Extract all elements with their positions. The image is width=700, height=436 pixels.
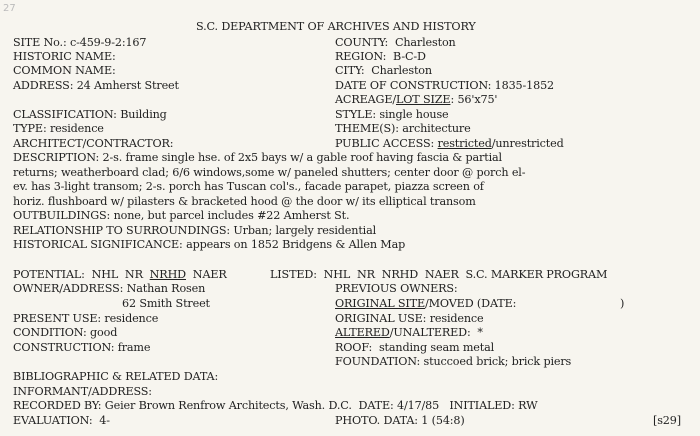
listed: LISTED: NHL NR NRHD NAER S.C. MARKER PROGRAM — [270, 268, 608, 281]
original-use: ORIGINAL USE: residence — [335, 312, 484, 325]
common-name: COMMON NAME: — [13, 64, 116, 77]
architect-contractor: ARCHITECT/CONTRACTOR: — [13, 137, 174, 150]
sheet-reference: [s29] — [653, 414, 681, 427]
construction: CONSTRUCTION: frame — [13, 341, 151, 354]
description-line: DESCRIPTION: 2-s. frame single hse. of 2x5 bays w/ a gable roof having fascia & partial — [13, 151, 502, 164]
present-use: PRESENT USE: residence — [13, 312, 159, 325]
county: COUNTY: Charleston — [335, 36, 456, 49]
original-site-moved — [335, 297, 516, 310]
address: ADDRESS: 24 Amherst Street — [13, 79, 179, 92]
acreage-prefix: ACREAGE/ — [335, 93, 396, 106]
acreage-value: : 56'x75' — [450, 93, 498, 106]
site-number: SITE No.: c-459-9-2:167 — [13, 36, 147, 49]
owner-address: OWNER/ADDRESS: Nathan Rosen — [13, 282, 206, 295]
potential — [13, 268, 227, 281]
relationship-to-surroundings: RELATIONSHIP TO SURROUNDINGS: Urban; largely residential — [13, 224, 377, 237]
public-access-label: PUBLIC ACCESS: — [335, 137, 438, 150]
public-access-restricted: restricted — [437, 137, 492, 150]
outbuildings: OUTBUILDINGS: none, but parcel includes #22 Amherst St. — [13, 209, 350, 222]
evaluation: EVALUATION: 4- — [13, 414, 110, 427]
description-line: horiz. flushboard w/ pilasters & bracketed hood @ the door w/ its elliptical transom — [13, 195, 476, 208]
themes — [335, 122, 471, 135]
foundation: FOUNDATION: stuccoed brick; brick piers — [335, 355, 572, 368]
condition: CONDITION: good — [13, 326, 118, 339]
moved-date: /MOVED (DATE: — [425, 297, 517, 310]
altered-unaltered — [335, 326, 483, 339]
card-header: S.C. DEPARTMENT OF ARCHIVES AND HISTORY — [196, 20, 476, 33]
public-access-unrestricted: /unrestricted — [491, 137, 564, 150]
historic-name: HISTORIC NAME: — [13, 50, 116, 63]
recorded-by: RECORDED BY: Geier Brown Renfrow Architects, Wash. D.C. DATE: 4/17/85 INITIALED: RW — [13, 399, 538, 412]
corner-tag: 27 — [3, 3, 16, 14]
moved-close: ) — [620, 297, 625, 310]
theme-value: architecture — [402, 122, 471, 135]
potential-nrhd: NRHD — [149, 268, 186, 281]
photo-data: PHOTO. DATA: 1 (54:8) — [335, 414, 465, 427]
region: REGION: B-C-D — [335, 50, 426, 63]
informant-address: INFORMANT/ADDRESS: — [13, 385, 152, 398]
potential-suffix: NAER — [186, 268, 227, 281]
public-access — [335, 137, 564, 150]
potential-prefix: POTENTIAL: NHL NR — [13, 268, 150, 281]
theme-prefix: THEME(S): — [335, 122, 403, 135]
original-site: ORIGINAL SITE — [335, 297, 425, 310]
altered: ALTERED — [335, 326, 390, 339]
city: CITY: Charleston — [335, 64, 432, 77]
lot-size-label: LOT SIZE — [395, 93, 451, 106]
description-line: ev. has 3-light transom; 2-s. porch has Tuscan col's., facade parapet, piazza screen of — [13, 180, 484, 193]
historical-significance: HISTORICAL SIGNIFICANCE: appears on 1852 Bridgens & Allen Map — [13, 238, 406, 251]
style: STYLE: single house — [335, 108, 449, 121]
date-of-construction: DATE OF CONSTRUCTION: 1835-1852 — [335, 79, 555, 92]
classification: CLASSIFICATION: Building — [13, 108, 167, 121]
type: TYPE: residence — [13, 122, 104, 135]
unaltered: /UNALTERED: * — [389, 326, 483, 339]
description-line: returns; weatherboard clad; 6/6 windows,some w/ paneled shutters; center door @ porch el- — [13, 166, 526, 179]
owner-street: 62 Smith Street — [122, 297, 210, 310]
previous-owners: PREVIOUS OWNERS: — [335, 282, 458, 295]
roof: ROOF: standing seam metal — [335, 341, 495, 354]
bibliographic-data: BIBLIOGRAPHIC & RELATED DATA: — [13, 370, 219, 383]
acreage-lot-size — [335, 93, 497, 106]
